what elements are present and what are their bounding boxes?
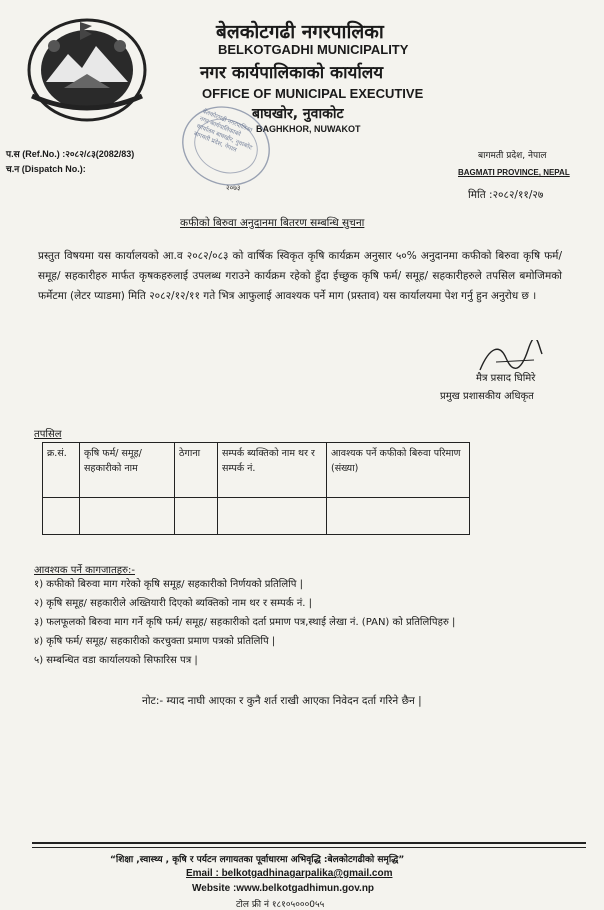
list-item: ३) फलफूलको बिरुवा माग गर्ने कृषि फर्म/ समूह/ सहकारीको दर्ता प्रमाण पत्र,स्थाई लेखा नं. (PAN) को प्रतिलिपिहरु |: [34, 617, 456, 628]
footer-tollfree: टोल फ्री नं १८१०५०००0५५: [236, 900, 325, 910]
cell-empty: [43, 498, 80, 535]
header-firm-name: कृषि फर्म/ समूह/ सहकारीको नाम: [80, 443, 175, 498]
ref-no: प.स (Ref.No.) :२०८२/८३(2082/83): [6, 149, 135, 159]
municipality-logo: [24, 16, 150, 124]
office-name-np: नगर कार्यपालिकाको कार्यालय: [200, 63, 384, 83]
signatory-title: प्रमुख प्रशासकीय अधिकृत: [440, 391, 534, 402]
municipality-name-np: बेलकोटगढी नगरपालिका: [216, 21, 384, 43]
documents-heading: आवश्यक पर्ने कागजातहरु:-: [34, 565, 135, 576]
cell-empty: [80, 498, 175, 535]
footer-email[interactable]: Email : belkotgadhinagarpalika@gmail.com: [186, 868, 393, 879]
cell-empty: [218, 498, 327, 535]
tapasil-label: तपसिल: [34, 429, 62, 440]
stamp-text: बेलकोटगढी नगरपालिका नगर कार्यपालिकाको कार्यालय बाघखोर, नुवाकोट बागमती प्रदेश, नेपाल: [192, 107, 254, 154]
list-item: २) कृषि समूह/ सहकारीले अख्तियारी दिएको ब्यक्तिको नाम थर र सम्पर्क नं. |: [34, 598, 312, 609]
place-en: BAGHKHOR, NUWAKOT: [256, 124, 361, 134]
office-name-en: OFFICE OF MUNICIPAL EXECUTIVE: [202, 86, 424, 101]
documents-list: [34, 575, 594, 670]
table-row: [43, 498, 470, 535]
emblem-icon: [24, 16, 150, 124]
municipality-name-en: BELKOTGADHI MUNICIPALITY: [218, 42, 409, 57]
cell-empty: [175, 498, 218, 535]
header-contact: सम्पर्क ब्यक्तिको नाम थर र सम्पर्क नं.: [218, 443, 327, 498]
notice-subject: कफीको बिरुवा अनुदानमा बितरण सम्बन्धि सुचना: [180, 217, 365, 229]
province-np: बागमती प्रदेश, नेपाल: [478, 151, 547, 161]
header-quantity: आवश्यक पर्ने कफीको बिरुवा परिमाण (संख्या): [327, 443, 470, 498]
place-np: बाघखोर, नुवाकोट: [252, 106, 344, 122]
stamp-year: २०७३: [226, 184, 241, 192]
footer-rule: [32, 842, 586, 848]
header-address: ठेगाना: [175, 443, 218, 498]
note: नोट:- म्याद नाघी आएका र कुनै शर्त राखी आएका निवेदन दर्ता गरिने छैन |: [142, 695, 422, 707]
header-sn: क्र.सं.: [43, 443, 80, 498]
list-item: १) कफीको बिरुवा माग गरेको कृषि समूह/ सहकारीको निर्णयको प्रतिलिपि |: [34, 579, 303, 590]
province-en: BAGMATI PROVINCE, NEPAL: [458, 168, 570, 177]
notice-body: प्रस्तुत विषयमा यस कार्यालयको आ.व २०८२/०८३ को वार्षिक स्विकृत कृषि कार्यक्रम अनुसार ५०% अनुदानमा कफीको बिरुवा कृषि फर्म/ समूह/ सहकारीहरु मार्फत कृषकहरुलाई उपलब्ध गराउने कार्यक्रम रहेको हुँदा ईच्छुक कृषि फर्म/ समूह/ सहकारीहरुले तपसिल बमोजिमको फर्मेटमा (लेटर प्याडमा) मिति २०८२/१२/११ गते भित्र आफुलाई आवश्यक पर्ने माग (प्रस्ताव) यस कार्यालयमा पेश गर्नु हुन अनुरोध छ ।: [38, 250, 562, 302]
signatory-name: मैत्र प्रसाद घिमिरे: [476, 373, 536, 384]
tapasil-table: [42, 442, 470, 535]
table-header-row: [43, 443, 470, 498]
cell-empty: [327, 498, 470, 535]
footer-website[interactable]: Website :www.belkotgadhimun.gov.np: [192, 883, 375, 894]
list-item: ५) सम्बन्धित वडा कार्यालयको सिफारिस पत्र |: [34, 655, 198, 666]
footer-slogan: “शिक्षा ,स्वास्थ्य , कृषि र पर्यटन लगायतका पूर्वाधारमा अभिवृद्धि :बेलकोटगढीको समृद्धि”: [110, 855, 405, 865]
dispatch-no: च.न (Dispatch No.):: [6, 164, 86, 174]
list-item: ४) कृषि फर्म/ समूह/ सहकारीको करचुक्ता प्रमाण पत्रको प्रतिलिपि |: [34, 636, 276, 647]
letter-date: मिति :२०८२/११/२७: [468, 189, 544, 201]
